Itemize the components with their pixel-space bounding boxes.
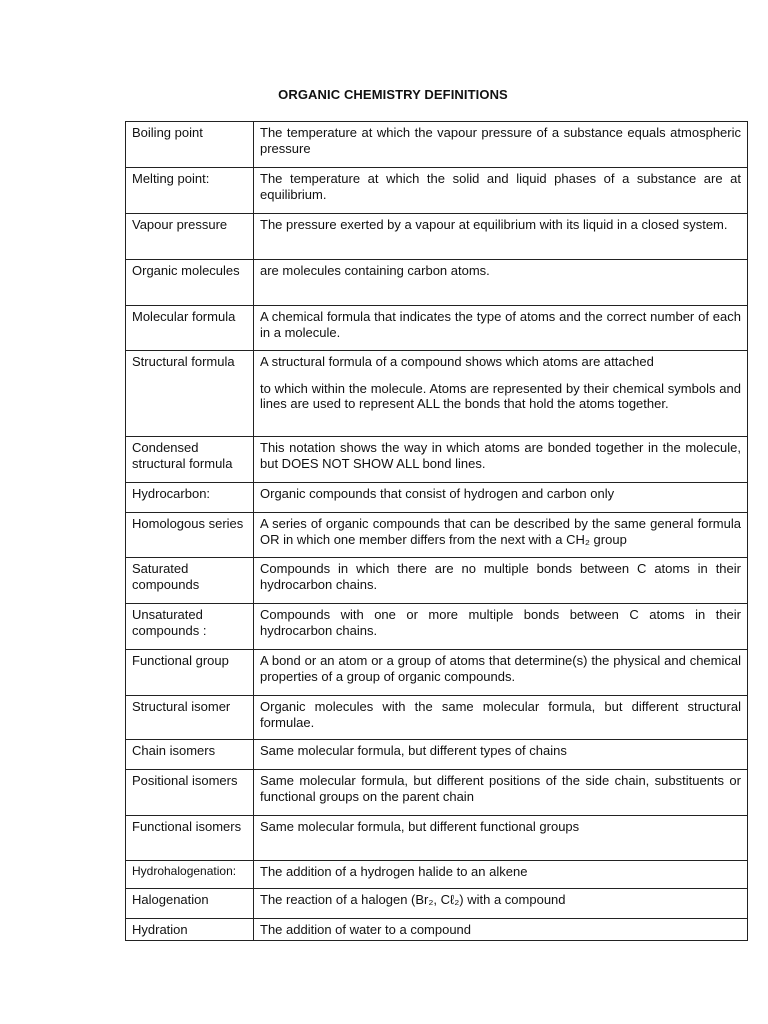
- definition-cell: Same molecular formula, but different functional groups: [254, 816, 748, 861]
- term-cell: Saturated compounds: [126, 558, 254, 604]
- term-cell: Structural formula: [126, 351, 254, 437]
- term-cell: Functional group: [126, 650, 254, 696]
- term-cell: Structural isomer: [126, 696, 254, 740]
- table-row: [126, 604, 748, 650]
- definition-cell: A series of organic compounds that can be described by the same general formula OR in which one member differs from the next with a CH₂ group: [254, 513, 748, 558]
- term-cell: Boiling point: [126, 122, 254, 168]
- page-title: ORGANIC CHEMISTRY DEFINITIONS: [278, 87, 508, 102]
- table-row: [126, 122, 748, 168]
- term-cell: Hydrohalogenation:: [126, 861, 254, 889]
- definition-cell: A bond or an atom or a group of atoms that determine(s) the physical and chemical properties of a group of organic compounds.: [254, 650, 748, 696]
- term-cell: Hydration: [126, 919, 254, 941]
- table-row: [126, 650, 748, 696]
- term-cell: Functional isomers: [126, 816, 254, 861]
- definition-cell: The addition of a hydrogen halide to an alkene: [254, 861, 748, 889]
- term-cell: Halogenation: [126, 889, 254, 919]
- definition-cell: The temperature at which the vapour pressure of a substance equals atmospheric pressure: [254, 122, 748, 168]
- definition-cell: This notation shows the way in which atoms are bonded together in the molecule, but DOES NOT SHOW ALL bond lines.: [254, 437, 748, 483]
- table-row: [126, 816, 748, 861]
- definition-cell: Compounds in which there are no multiple bonds between C atoms in their hydrocarbon chains.: [254, 558, 748, 604]
- table-row: [126, 483, 748, 513]
- table-row: [126, 513, 748, 558]
- table-row: [126, 168, 748, 214]
- table-row: [126, 696, 748, 740]
- definition-cell: The reaction of a halogen (Br₂, Cℓ₂) with a compound: [254, 889, 748, 919]
- definition-cell: Organic compounds that consist of hydrogen and carbon only: [254, 483, 748, 513]
- definition-cell: Compounds with one or more multiple bonds between C atoms in their hydrocarbon chains.: [254, 604, 748, 650]
- definition-text: A structural formula of a compound shows which atoms are attached: [260, 354, 654, 369]
- definition-cell: are molecules containing carbon atoms.: [254, 260, 748, 306]
- definition-cell: Organic molecules with the same molecular formula, but different structural formulae.: [254, 696, 748, 740]
- table-row: [126, 306, 748, 351]
- definitions-table: [125, 121, 748, 941]
- table-row: [126, 558, 748, 604]
- table-row: [126, 214, 748, 260]
- table-row: [126, 861, 748, 889]
- table-row: [126, 260, 748, 306]
- definition-cell: Same molecular formula, but different types of chains: [254, 740, 748, 770]
- term-cell: Condensed structural formula: [126, 437, 254, 483]
- term-cell: Vapour pressure: [126, 214, 254, 260]
- term-cell: Unsaturated compounds :: [126, 604, 254, 650]
- term-cell: Positional isomers: [126, 770, 254, 816]
- definition-cell: A chemical formula that indicates the type of atoms and the correct number of each in a molecule.: [254, 306, 748, 351]
- term-cell: Melting point:: [126, 168, 254, 214]
- definition-cell: Same molecular formula, but different positions of the side chain, substituents or functional groups on the parent chain: [254, 770, 748, 816]
- definition-cell: The temperature at which the solid and liquid phases of a substance are at equilibrium.: [254, 168, 748, 214]
- table-row: [126, 770, 748, 816]
- table-row: [126, 889, 748, 919]
- table-row: [126, 437, 748, 483]
- table-row: [126, 919, 748, 941]
- definition-cell: [254, 351, 748, 437]
- term-cell: Homologous series: [126, 513, 254, 558]
- definition-cell: The pressure exerted by a vapour at equilibrium with its liquid in a closed system.: [254, 214, 748, 260]
- table-row: [126, 351, 748, 437]
- table-row: [126, 740, 748, 770]
- definition-cell: The addition of water to a compound: [254, 919, 748, 941]
- term-cell: Chain isomers: [126, 740, 254, 770]
- definition-text-continued: to which within the molecule. Atoms are represented by their chemical symbols and lines are used to represent ALL the bonds that hold the atoms together.: [260, 380, 741, 411]
- term-cell: Hydrocarbon:: [126, 483, 254, 513]
- term-cell: Organic molecules: [126, 260, 254, 306]
- term-cell: Molecular formula: [126, 306, 254, 351]
